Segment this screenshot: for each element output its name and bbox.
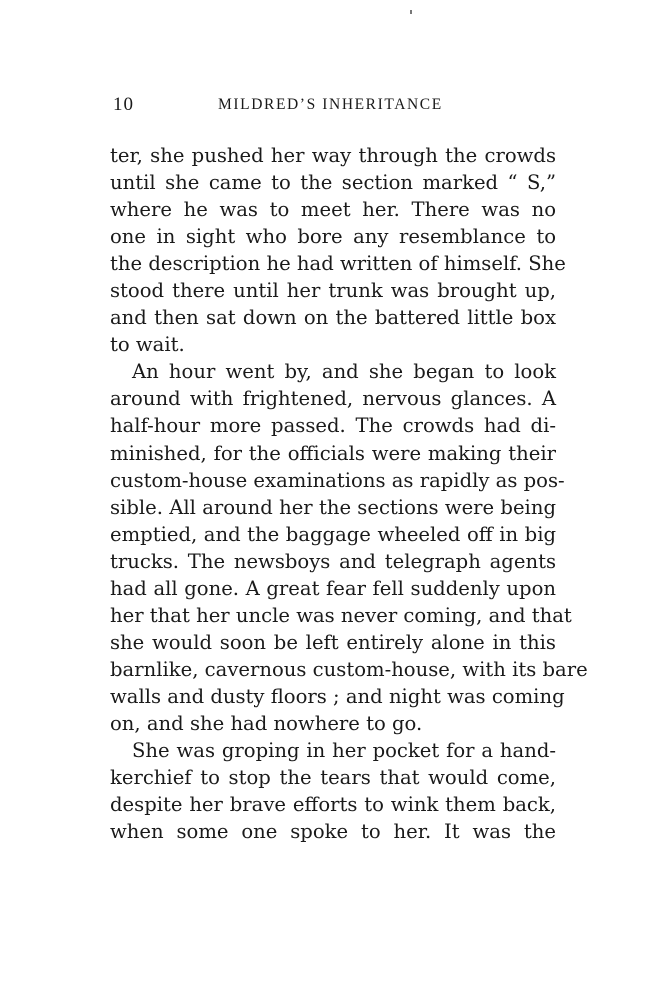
text-line: kerchief to stop the tears that would come, xyxy=(110,766,556,790)
text-line: her that her uncle was never coming, and that xyxy=(110,603,572,627)
text-line: emptied, and the baggage wheeled off in big xyxy=(110,522,556,546)
page-header xyxy=(110,94,554,118)
print-speck xyxy=(410,10,412,14)
text-line: An hour went by, and she began to look xyxy=(132,360,556,384)
text-line: she would soon be left entirely alone in this xyxy=(110,630,556,654)
page-number: 10 xyxy=(113,94,134,115)
text-line: the description he had written of himself. She xyxy=(110,252,566,276)
text-line: around with frightened, nervous glances. A xyxy=(110,387,556,411)
text-line: on, and she had nowhere to go. xyxy=(110,711,423,735)
text-line: sible. All around her the sections were being xyxy=(110,495,556,519)
body-text xyxy=(110,142,588,845)
text-line: despite her brave efforts to wink them back, xyxy=(110,793,556,817)
text-line: until she came to the section marked “ S,” xyxy=(110,171,556,195)
text-line: and then sat down on the battered little box xyxy=(110,306,556,330)
text-line: She was groping in her pocket for a hand- xyxy=(132,739,556,763)
text-line: to wait. xyxy=(110,333,185,357)
text-line: ter, she pushed her way through the crowds xyxy=(110,144,556,167)
text-line: custom-house examinations as rapidly as pos- xyxy=(110,468,565,492)
text-line: walls and dusty floors ; and night was coming xyxy=(110,684,565,708)
text-line: minished, for the officials were making their xyxy=(110,441,556,465)
text-line: stood there until her trunk was brought up, xyxy=(110,279,556,303)
text-line: when some one spoke to her. It was the xyxy=(110,820,556,844)
text-line: where he was to meet her. There was no xyxy=(110,198,556,222)
running-title: MILDRED’S INHERITANCE xyxy=(218,96,443,113)
text-line: barnlike, cavernous custom-house, with its bare xyxy=(110,657,588,681)
text-line: one in sight who bore any resemblance to xyxy=(110,225,556,249)
text-line: had all gone. A great fear fell suddenly upon xyxy=(110,576,556,600)
text-line: half-hour more passed. The crowds had di- xyxy=(110,414,556,438)
text-line: trucks. The newsboys and telegraph agents xyxy=(110,549,556,573)
